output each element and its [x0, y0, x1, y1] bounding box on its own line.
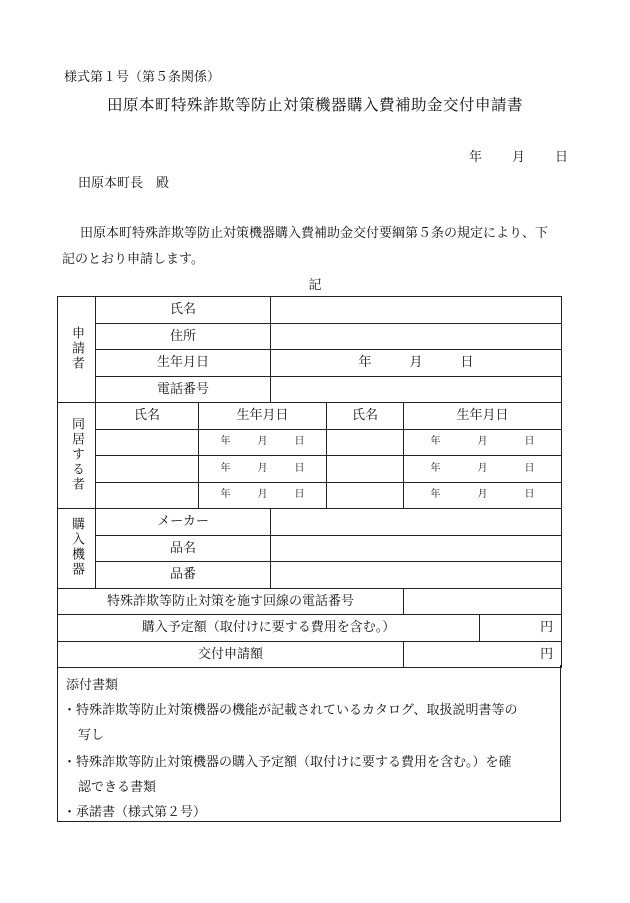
- household-name-header-1: 氏名: [96, 403, 199, 430]
- document-title: 田原本町特殊詐欺等防止対策機器購入費補助金交付申請書: [106, 96, 523, 114]
- household-section-label: 同居する者: [58, 403, 96, 509]
- household-dob-field[interactable]: 年 月 日: [199, 429, 327, 456]
- device-section-label: 購入機器: [58, 509, 96, 589]
- household-dob-field[interactable]: 年 月 日: [404, 429, 562, 456]
- household-name-field[interactable]: [96, 482, 199, 509]
- requested-amount-field[interactable]: [404, 641, 562, 668]
- household-dob-field[interactable]: 年 月 日: [404, 482, 562, 509]
- form-number-label: 様式第１号（第５条関係）: [64, 70, 221, 85]
- attachment-item-3: ・承諾書（様式第２号）: [63, 805, 207, 820]
- planned-amount-label: 購入予定額（取付けに要する費用を含む。）: [58, 615, 480, 642]
- device-product-field[interactable]: [271, 535, 562, 562]
- device-maker-field[interactable]: [271, 509, 562, 536]
- applicant-name-field[interactable]: [271, 297, 562, 324]
- attachments-title: 添付書類: [66, 678, 119, 693]
- household-dob-header-2: 生年月日: [404, 403, 562, 430]
- yen-unit: 円: [540, 620, 554, 636]
- household-name-field[interactable]: [96, 429, 199, 456]
- applicant-address-label: 住所: [96, 323, 271, 350]
- applicant-section-label: 申請者: [58, 297, 96, 403]
- household-name-field[interactable]: [96, 456, 199, 483]
- body-text-line-2: 記のとおり申請します。: [62, 252, 204, 267]
- device-product-label: 品名: [96, 535, 271, 562]
- household-name-field[interactable]: [327, 429, 404, 456]
- date-month-field[interactable]: 月: [512, 150, 526, 165]
- device-model-label: 品番: [96, 562, 271, 589]
- household-dob-field[interactable]: 年 月 日: [199, 482, 327, 509]
- attachment-item-2-cont: 認できる書類: [78, 780, 157, 795]
- planned-amount-field[interactable]: [480, 615, 562, 642]
- household-dob-field[interactable]: 年 月 日: [199, 456, 327, 483]
- household-dob-header-1: 生年月日: [199, 403, 327, 430]
- addressee: 田原本町長 殿: [78, 176, 170, 191]
- requested-amount-label: 交付申請額: [58, 641, 404, 668]
- yen-unit: 円: [540, 646, 554, 662]
- ki-heading: 記: [308, 278, 322, 293]
- applicant-phone-field[interactable]: [271, 376, 562, 403]
- attachment-item-2: ・特殊詐欺等防止対策機器の購入予定額（取付けに要する費用を含む。）を確: [63, 755, 512, 770]
- application-table: [57, 296, 562, 668]
- device-maker-label: メーカー: [96, 509, 271, 536]
- household-name-field[interactable]: [327, 456, 404, 483]
- date-year-field[interactable]: 年: [469, 150, 483, 165]
- applicant-dob-field[interactable]: 年 月 日: [271, 350, 562, 377]
- date-day-field[interactable]: 日: [555, 150, 569, 165]
- applicant-phone-label: 電話番号: [96, 376, 271, 403]
- attachment-item-1-cont: 写し: [78, 728, 105, 743]
- attachments-box: [57, 665, 561, 822]
- household-dob-field[interactable]: 年 月 日: [404, 456, 562, 483]
- phone-line-field[interactable]: [404, 588, 562, 615]
- body-text-line-1: 田原本町特殊詐欺等防止対策機器購入費補助金交付要綱第５条の規定により、下: [80, 226, 549, 241]
- applicant-address-field[interactable]: [271, 323, 562, 350]
- applicant-dob-label: 生年月日: [96, 350, 271, 377]
- household-name-field[interactable]: [327, 482, 404, 509]
- household-name-header-2: 氏名: [327, 403, 404, 430]
- phone-line-label: 特殊詐欺等防止対策を施す回線の電話番号: [58, 588, 404, 615]
- attachment-item-1: ・特殊詐欺等防止対策機器の機能が記載されているカタログ、取扱説明書等の: [63, 703, 518, 718]
- applicant-name-label: 氏名: [96, 297, 271, 324]
- device-model-field[interactable]: [271, 562, 562, 589]
